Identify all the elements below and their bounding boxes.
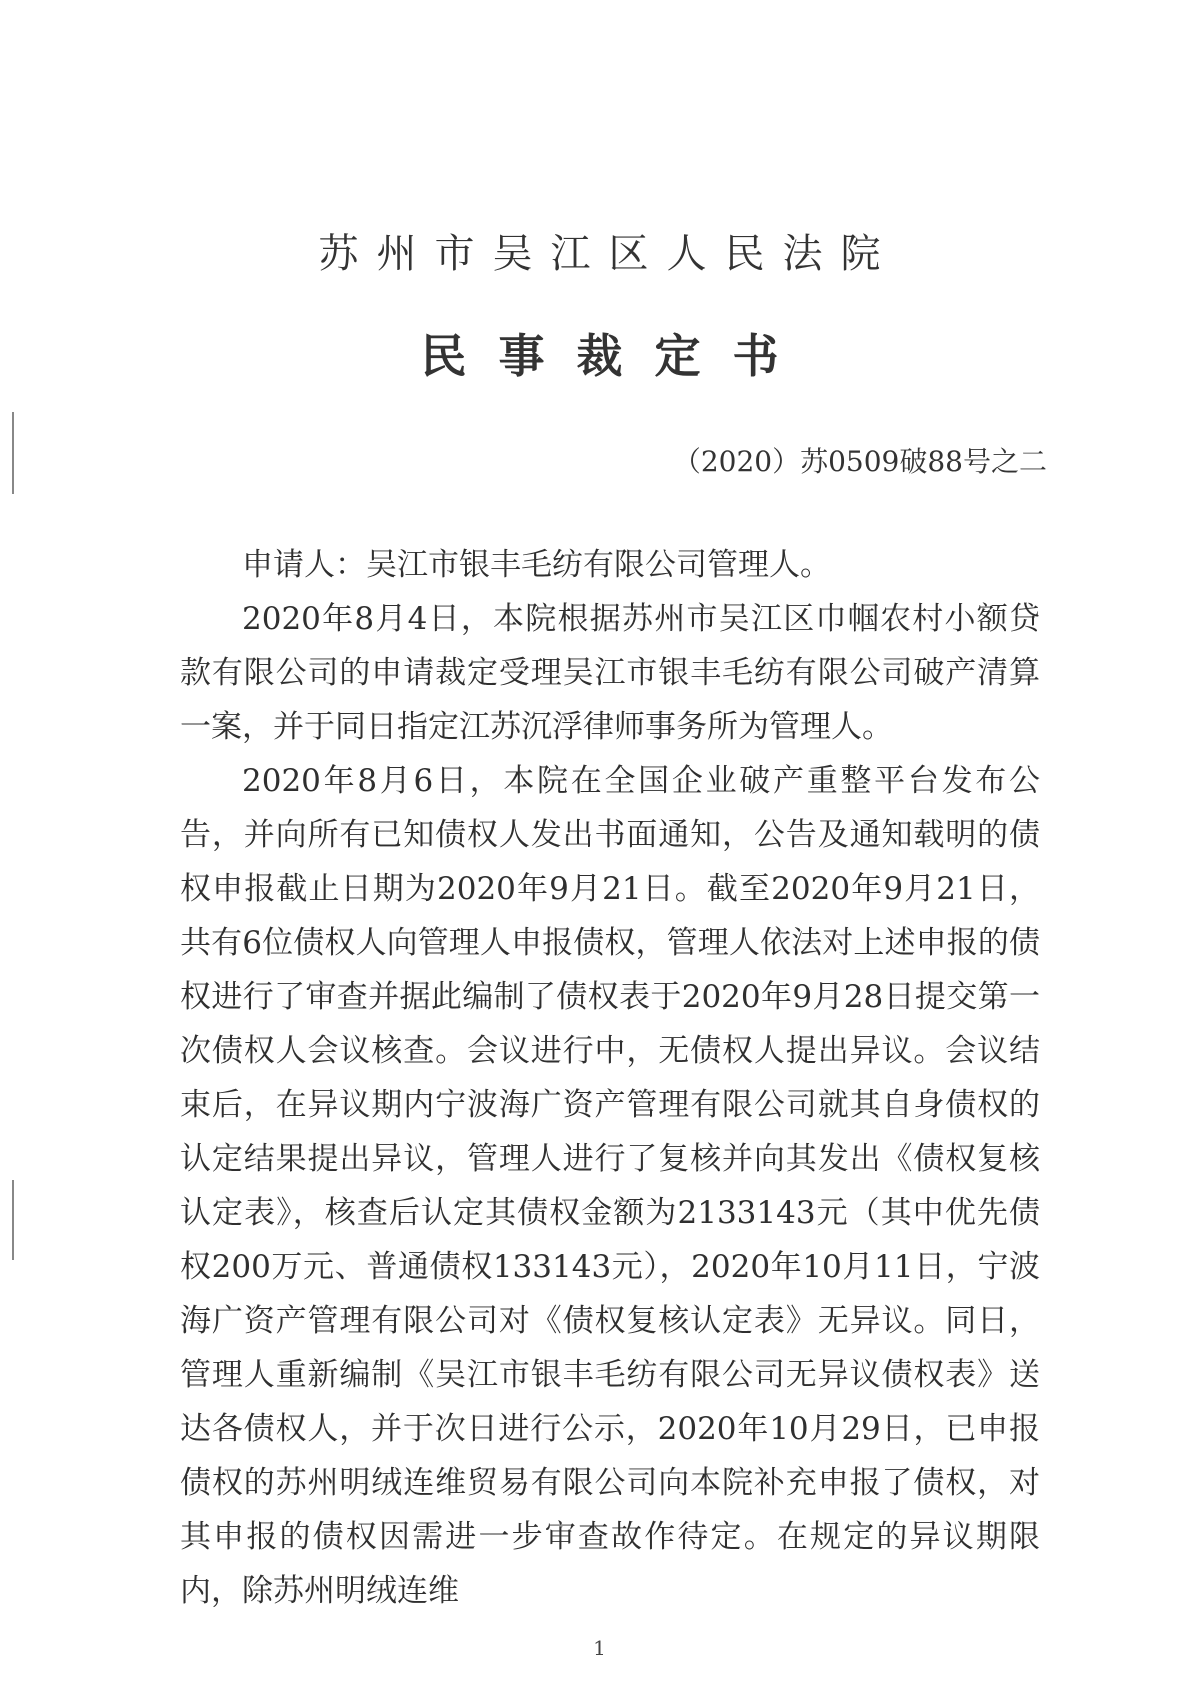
scan-margin-mark — [12, 412, 14, 494]
applicant-paragraph: 申请人：吴江市银丰毛纺有限公司管理人。 — [242, 547, 831, 583]
page-number: 1 — [593, 1636, 606, 1660]
scan-margin-mark — [12, 1180, 14, 1260]
case-number: （2020）苏0509破88号之二 — [672, 445, 1047, 478]
body-paragraph: 2020年8月4日，本院根据苏州市吴江区巾帼农村小额贷款有限公司的申请裁定受理吴江市银丰毛纺有限公司破产清算一案，并于同日指定江苏沉浮律师事务所为管理人。 — [180, 601, 1040, 745]
document-body — [180, 538, 1040, 1618]
document-type-title: 民事裁定书 — [420, 329, 811, 383]
body-paragraph: 2020年8月6日，本院在全国企业破产重整平台发布公告，并向所有已知债权人发出书面通知，公告及通知载明的债权申报截止日期为2020年9月21日。截至2020年9月21日，共有6位债权人向管理人申报债权，管理人依法对上述申报的债权进行了审查并据此编制了债权表于2020年9月28日提交第一次债权人会议核查。会议进行中，无债权人提出异议。会议结束后，在异议期内宁波海广资产管理有限公司就其自身债权的认定结果提出异议，管理人进行了复核并向其发出《债权复核认定表》，核查后认定其债权金额为2133143元（其中优先债权200万元、普通债权133143元），2020年10月11日，宁波海广资产管理有限公司对《债权复核认定表》无异议。同日，管理人重新编制《吴江市银丰毛纺有限公司无异议债权表》送达各债权人，并于次日进行公示，2020年10月29日，已申报债权的苏州明绒连维贸易有限公司向本院补充申报了债权，对其申报的债权因需进一步审查故作待定。在规定的异议期限内，除苏州明绒连维 — [180, 763, 1040, 1609]
court-name: 苏州市吴江区人民法院 — [318, 231, 899, 277]
